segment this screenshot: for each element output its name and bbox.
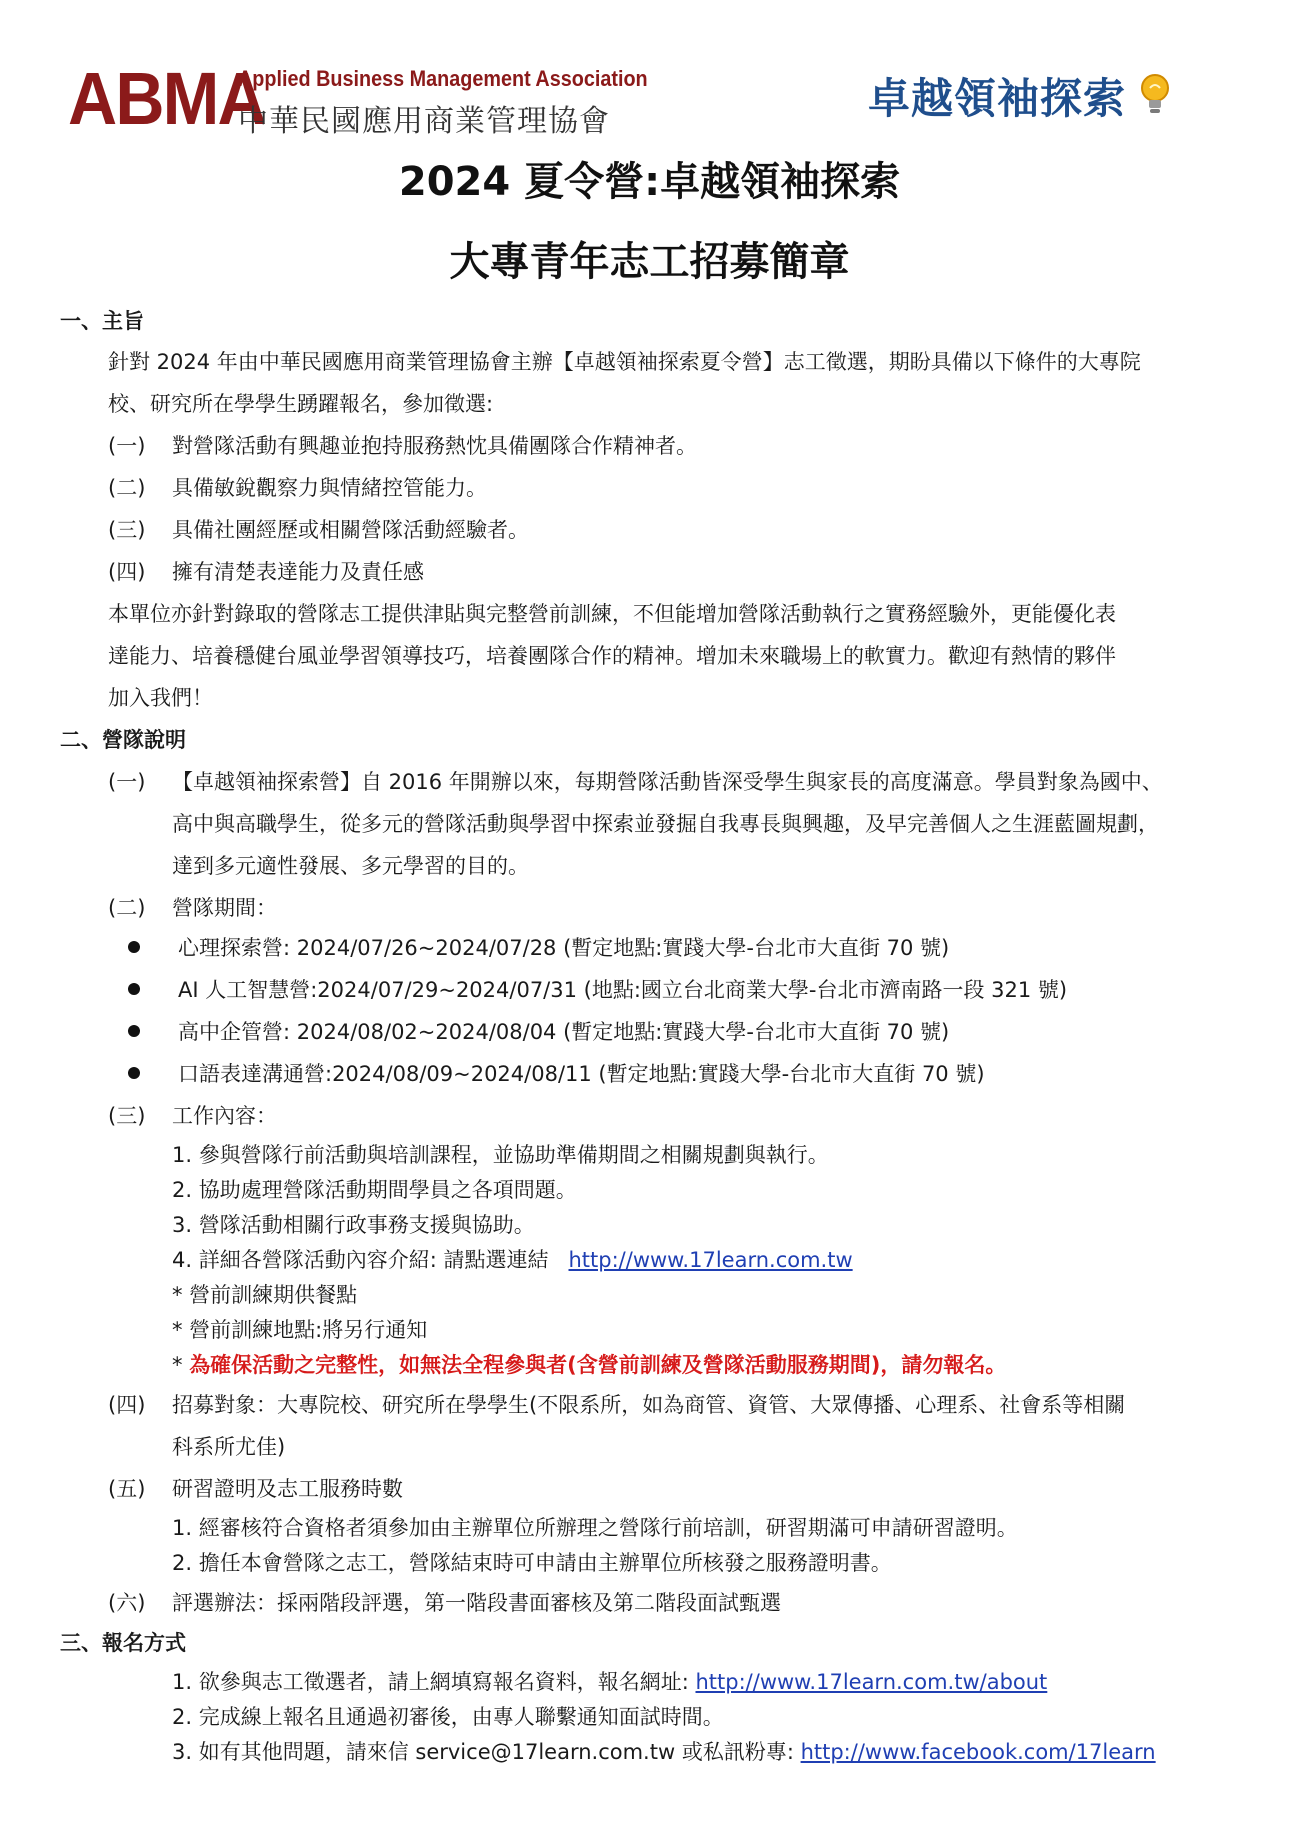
task-item: 1. 參與營隊行前活動與培訓課程，並協助準備期間之相關規劃與執行。 [172,1143,829,1167]
list-number: (三) [108,518,146,542]
list-item: 具備敏銳觀察力與情緒控管能力。 [172,476,487,500]
list-item: 對營隊活動有興趣並抱持服務熱忱具備團隊合作精神者。 [172,434,697,458]
note-item: * 營前訓練地點:將另行通知 [172,1318,428,1342]
facebook-link[interactable]: http://www.facebook.com/17learn [800,1740,1156,1764]
list-number: (六) [108,1591,146,1615]
task-item: 3. 營隊活動相關行政事務支援與協助。 [172,1213,535,1237]
register-text: 1. 欲參與志工徵選者，請上網填寫報名資料，報名網址: [172,1670,689,1694]
list-number: (二) [108,896,146,920]
website-link[interactable]: http://www.17learn.com.tw [568,1248,853,1272]
register-item [172,1737,1156,1767]
paragraph-line: 校、研究所在學學生踴躍報名，參加徵選: [108,392,494,416]
section-heading: 二、營隊說明 [60,728,186,752]
task-item: 1. 經審核符合資格者須參加由主辦單位所辦理之營隊行前培訓，研習期滿可申請研習證明。 [172,1516,1018,1540]
camp-item: 高中企管營: 2024/08/02~2024/08/04 (暫定地點:實踐大學-台北市大直街 70 號) [178,1020,950,1044]
note-item: * 營前訓練期供餐點 [172,1283,358,1307]
paragraph-line: 評選辦法：採兩階段評選，第一階段書面審核及第二階段面試甄選 [172,1591,781,1615]
section-heading: 一、主旨 [60,309,144,333]
register-text: 3. 如有其他問題，請來信 service@17learn.com.tw 或私訊粉專: [172,1740,794,1764]
register-item [172,1667,1047,1697]
warning-text: 為確保活動之完整性，如無法全程參與者(含營前訓練及營隊活動服務期間)，請勿報名。 [189,1353,1007,1377]
paragraph-line: 加入我們！ [108,686,213,710]
registration-link[interactable]: http://www.17learn.com.tw/about [695,1670,1048,1694]
section-heading: 三、報名方式 [60,1631,186,1655]
task-item-text: 4. 詳細各營隊活動內容介紹: 請點選連結 [172,1248,549,1272]
paragraph-line: 達能力、培養穩健台風並學習領導技巧，培養團隊合作的精神。增加未來職場上的軟實力。歡迎有熱情的夥伴 [108,644,1116,668]
paragraph-line: 高中與高職學生，從多元的營隊活動與學習中探索並發掘自我專長與興趣，及早完善個人之生涯藍圖規劃， [172,812,1159,836]
logo-english-name: Applied Business Management Association [238,66,648,91]
logo-chinese-name: 中華民國應用商業管理協會 [238,104,610,139]
camp-item: 口語表達溝通營:2024/08/09~2024/08/11 (暫定地點:實踐大學-台北市大直街 70 號) [178,1062,985,1086]
list-item: 具備社團經歷或相關營隊活動經驗者。 [172,518,529,542]
camp-item: 心理探索營: 2024/07/26~2024/07/28 (暫定地點:實踐大學-台北市大直街 70 號) [178,936,950,960]
paragraph-line: 招募對象：大專院校、研究所在學學生(不限系所，如為商管、資管、大眾傳播、心理系、社會系等相關 [172,1393,1126,1417]
camp-item: AI 人工智慧營:2024/07/29~2024/07/31 (地點:國立台北商業大學-台北市濟南路一段 321 號) [178,978,1068,1002]
paragraph-line: 【卓越領袖探索營】自 2016 年開辦以來，每期營隊活動皆深受學生與家長的高度滿意。學員對象為國中、 [172,770,1163,794]
list-number: (三) [108,1104,146,1128]
lightbulb-icon [1138,72,1172,116]
paragraph-line: 本單位亦針對錄取的營隊志工提供津貼與完整營前訓練，不但能增加營隊活動執行之實務經驗外，更能優化表 [108,602,1116,626]
abma-logo [68,57,648,140]
task-item: 2. 擔任本會營隊之志工，營隊結束時可申請由主辦單位所核發之服務證明書。 [172,1551,892,1575]
paragraph-line: 達到多元適性發展、多元學習的目的。 [172,854,529,878]
bullet-icon [128,1025,140,1037]
page-title: 2024 夏令營:卓越領袖探索 [398,159,901,205]
note-star: * [172,1353,183,1377]
subsection-title: 營隊期間： [172,896,277,920]
brand-name: 卓越領袖探索 [868,74,1127,123]
bullet-icon [128,983,140,995]
subsection-title: 研習證明及志工服務時數 [172,1477,403,1501]
list-number: (二) [108,476,146,500]
list-number: (一) [108,434,146,458]
warning-note [172,1350,1006,1380]
list-item: 擁有清楚表達能力及責任感 [172,560,424,584]
bullet-icon [128,1067,140,1079]
subsection-title: 工作內容： [172,1104,277,1128]
list-number: (四) [108,1393,146,1417]
list-number: (四) [108,560,146,584]
task-item: 2. 協助處理營隊活動期間學員之各項問題。 [172,1178,577,1202]
page-subtitle: 大專青年志工招募簡章 [449,239,850,285]
brand-logo [868,66,1126,126]
register-item: 2. 完成線上報名且通過初審後，由專人聯繫通知面試時間。 [172,1705,724,1729]
logo-mark: ABMA [68,57,265,140]
task-item [172,1245,853,1275]
paragraph-line: 科系所尤佳) [172,1435,286,1459]
list-number: (五) [108,1477,146,1501]
bullet-icon [128,941,140,953]
paragraph-line: 針對 2024 年由中華民國應用商業管理協會主辦【卓越領袖探索夏令營】志工徵選，期盼具備以下條件的大專院 [108,350,1141,374]
list-number: (一) [108,770,146,794]
